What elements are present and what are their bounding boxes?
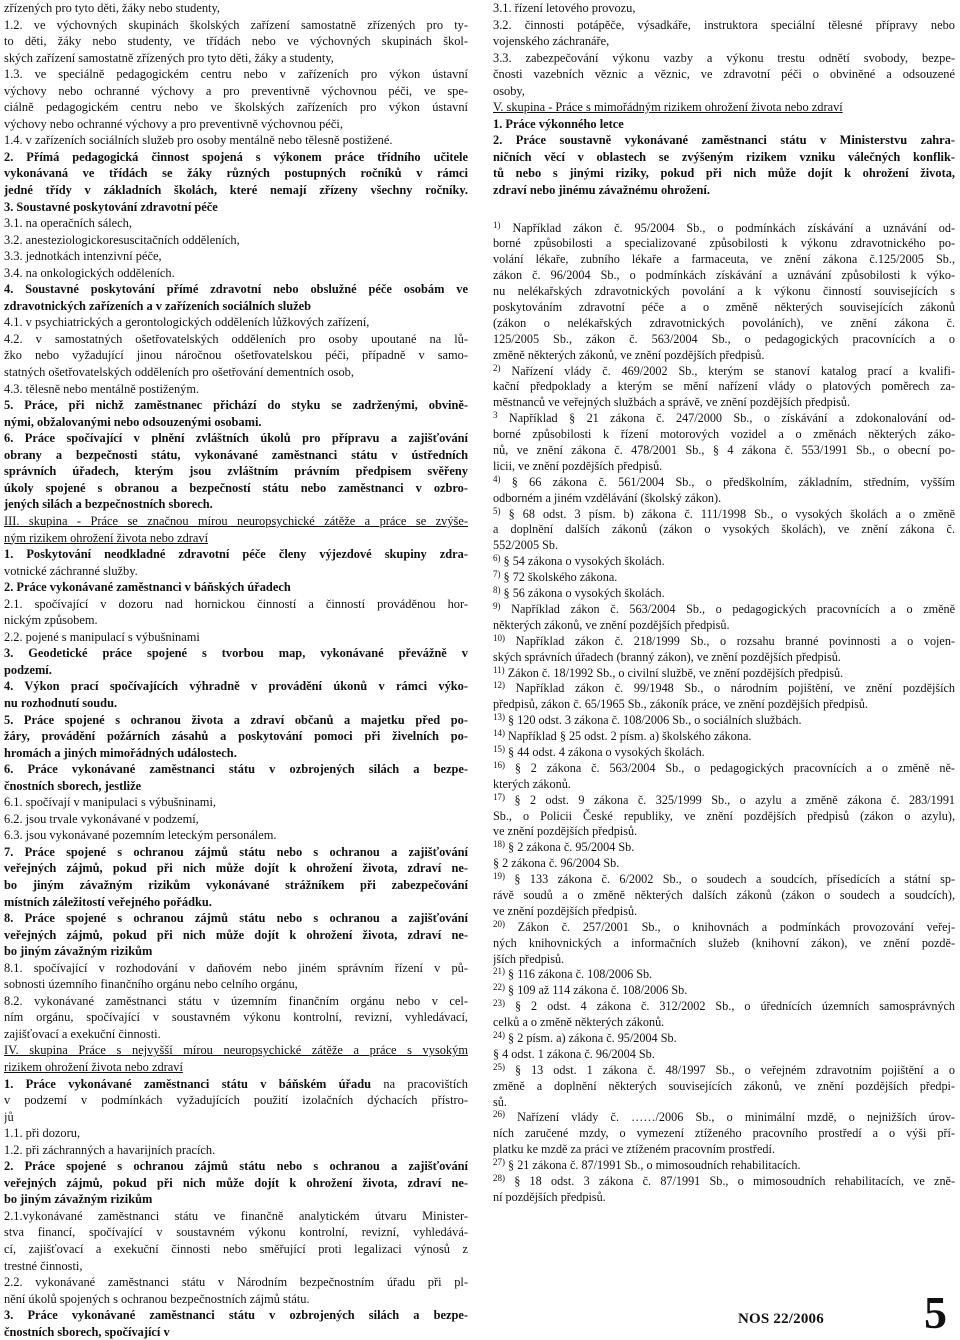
footnote-line: [493, 983, 955, 999]
text-line: 4.3. tělesně nebo mentálně postiženým.: [4, 381, 200, 396]
footnote-text: změně a doplnění některých souvisejících zákonů, ve znění pozdějších předpi-: [493, 1078, 955, 1093]
text-line: podzemí.: [4, 662, 52, 677]
footnote-text: rávě soudů a o změně některých dalších zákonů (zákon o soudech a soudcích),: [493, 887, 955, 902]
footnote-text: 552/2005 Sb.: [493, 538, 559, 553]
footnote-marker: 22): [493, 983, 505, 993]
footnote-line: [493, 316, 955, 332]
text-line: stva financí, spočívající v soustavném výkonu kontrolní, revizní, vyhledává-: [4, 1225, 468, 1240]
footnote-text: předpisů, zákon č. 65/1965 Sb., zákoník práce, ve znění pozdějších předpisů.: [493, 697, 868, 712]
footnote-marker: 15): [493, 744, 505, 754]
footnote-line: [493, 507, 955, 523]
footnote-text: ních zaručené mzdy, o vymezení ztíženého pracovního prostředí a o výši pří-: [493, 1126, 955, 1141]
footnote-text: borné způsobilosti k řízení motorových vozidel a o změnách některých záko-: [493, 427, 955, 442]
text-line: 1. Poskytování neodkladné zdravotní péče členy výjezdové skupiny zdra-: [4, 547, 468, 562]
text-line: 2.2. pojené s manipulací s výbušninami: [4, 629, 200, 644]
footnote-line: [493, 1190, 955, 1206]
text-line: ním orgánu, spočívající v soustavném výkonu kontrolní, revizní, vyhledávací,: [4, 1010, 468, 1025]
text-line: 8.2. vykonávané zaměstnanci státu v územním finančním orgánu nebo v cel-: [4, 993, 468, 1008]
footnote-text: § 2 zákona č. 96/2004 Sb.: [493, 856, 620, 871]
text-line: V. skupina - Práce s mimořádným rizikem ohrožení života nebo zdraví: [493, 100, 843, 115]
footnote-marker: 7): [493, 570, 501, 580]
text-line: to děti, žáky nebo studenty, ve třídách nebo ve výchovných skupinách škol-: [4, 34, 468, 49]
right-column-body: [493, 0, 955, 199]
text-line: nými, obžalovanými nebo odsouzenými osobami.: [4, 414, 262, 429]
text-line: výchovy nebo ochranné výchovy a pro preventivně výchovnou péči, ve spe-: [4, 83, 468, 98]
footnote-text: borné způsobilosti a specializované způsobilosti k výkonu zdravotnického po-: [493, 236, 955, 251]
footnote-marker: 11): [493, 665, 505, 675]
footnote-text: § 21 zákona č. 87/1991 Sb., o mimosoudních rehabilitacích.: [508, 1158, 801, 1173]
text-line: 3.1. na operačních sálech,: [4, 216, 132, 231]
text-line: 2. Přímá pedagogická činnost spojená s výkonem práce třídního učitele: [4, 149, 468, 164]
footnote-text: § 68 odst. 3 písm. b) zákona č. 111/1998 Sb., o vysokých školách a o změně: [508, 506, 955, 521]
text-line: nu rozhodnutí soudu.: [4, 695, 118, 710]
footnote-line: [493, 538, 955, 554]
footnote-line: [493, 618, 955, 634]
text-line: 3.3. zabezpečování výkonu vazby a výkonu trestu odnětí svobody, bezpe-: [493, 50, 955, 65]
footnote-marker: 12): [493, 681, 505, 691]
footnote-line: [493, 681, 955, 697]
text-line: vykonávaná ve třídách se žáky různých postupných ročníků v rámci: [4, 166, 468, 181]
footnote-text: zákon č. 96/2004 Sb., o podmínkách získávání a uznávání způsobilosti k výko-: [493, 268, 955, 283]
footnote-line: [493, 634, 955, 650]
text-line: hromách a jiných mimořádných událostech.: [4, 745, 237, 760]
text-line: ným rizikem ohrožení života nebo zdraví: [4, 530, 209, 545]
footnote-line: [493, 936, 955, 952]
footnote-text: Sb., o Policii České republiky, ve znění pozdějších předpisů (zákon o azylu),: [493, 808, 955, 823]
text-line: ských zařízení samostatně zřízených pro tyto děti, žáky a studenty,: [4, 50, 334, 65]
text-line: bo jiným závažným rizikům vykonávané strážníkem při zabezpečování: [4, 877, 468, 892]
text-line: 2.1. spočívající v dozoru nad hornickou činností a činností prováděnou hor-: [4, 596, 468, 611]
text-line: 6. Práce spočívající v plnění zvláštních úkolů pro přípravu a zajišťování: [4, 431, 468, 446]
footnote-line: [493, 824, 955, 840]
footnote-text: (zákon o nelékařských zdravotnických povoláních), ve znění zákona č.: [493, 315, 955, 330]
footnote-line: [493, 395, 955, 411]
text-line: výchovy nebo ochranné výchovy a pro preventivně výchovnou péči,: [4, 116, 343, 131]
text-line: místních záležitostí veřejného pořádku.: [4, 894, 212, 909]
footnote-text: nu nelékařských zdravotnických povolání a k výkonu činností souvisejících s: [493, 284, 955, 299]
footnote-marker: 13): [493, 713, 505, 723]
footnote-line: [493, 1095, 955, 1111]
footnote-line: [493, 443, 955, 459]
text-line: cí, zajišťovací a exekuční činnosti nebo směřující proti legalizaci výnosů z: [4, 1242, 468, 1257]
text-line: zdraví nebo jinému závažnému ohrožení.: [493, 183, 710, 198]
text-line: veřejných zájmů, pokud při nich může dojít k ohrožení života, zdraví ne-: [4, 1175, 468, 1190]
text-line: 1.2. ve výchovných skupinách školských zařízení samostatně zřízených pro ty-: [4, 17, 468, 32]
footnote-text: změně některých zákonů, ve znění pozdějších předpisů.: [493, 347, 765, 362]
footnote-text: platku ke mzdě za práci ve ztíženém pracovním prostředí.: [493, 1142, 775, 1157]
text-line: 3. Geodetické práce spojené s tvorbou map, vykonávané převážně v: [4, 646, 468, 661]
text-line: bo jiným závažným rizikům: [4, 1192, 153, 1207]
footnote-line: [493, 1142, 955, 1158]
footnote-text: Zákon č. 257/2001 Sb., o knihovnách a podmínkách provozování veřej-: [517, 919, 955, 934]
text-line: 3. Práce vykonávané zaměstnanci státu v ozbrojených silách a bezpe-: [4, 1308, 468, 1323]
text-line: čnostních sborech, jestliže: [4, 778, 142, 793]
text-line: žáry, provádění požárních zásahů a poskytování pomoci při živelních po-: [4, 729, 468, 744]
text-line: 8. Práce spojené s ochranou zájmů státu nebo s ochranou a zajišťování: [4, 911, 468, 926]
footnote-text: § 18 odst. 3 zákona č. 87/1991 Sb., o mimosoudních rehabilitacích, ve zně-: [514, 1174, 955, 1188]
footnote-text: Například zákon č. 99/1948 Sb., o národním pojištění, ve znění pozdějších: [515, 681, 955, 696]
footnote-text: nů, ve znění zákona č. 478/2001 Sb., § 4 zákona č. 553/1991 Sb., o obecní po-: [493, 443, 955, 458]
footnote-text: § 54 zákona o vysokých školách.: [503, 554, 665, 569]
footnote-marker: 23): [493, 999, 505, 1009]
footnote-text: volání lékaře, zubního lékaře a farmaceuta, ve znění zákona č.125/2005 Sb.,: [493, 252, 955, 267]
text-line: 2.1.vykonávané zaměstnanci státu ve finančně analytickém útvaru Minister-: [4, 1208, 468, 1223]
footnote-text: § 2 odst. 4 zákona č. 312/2002 Sb., o úřednících územních samosprávných: [514, 999, 955, 1014]
footnote-text: § 2 odst. 9 zákona č. 325/1999 Sb., o azylu a změně zákona č. 283/1991: [514, 792, 955, 807]
footnote-line: [493, 1063, 955, 1079]
footnote-line: [493, 1126, 955, 1142]
footnote-line: [493, 904, 955, 920]
footnote-line: [493, 666, 955, 682]
text-line: zdravotnických zařízeních a v zařízeních sociálních služeb: [4, 298, 311, 313]
footnote-text: odborném a jiném vzdělávání (školský zákon).: [493, 490, 722, 505]
text-line: 6.1. spočívají v manipulaci s výbušninami,: [4, 795, 216, 810]
text-line: zřízených pro tyto děti, žáky nebo studenty,: [4, 1, 220, 15]
footnote-text: Například § 21 zákona č. 247/2000 Sb., o získávání a zdokonalování od-: [508, 411, 955, 426]
footnote-line: [493, 379, 955, 395]
footnote-text: ných knihovnických a informačních služeb (knihovní zákon), ve znění pozdě-: [493, 935, 955, 950]
text-line: 1.3. ve speciálně pedagogickém centru nebo v zařízeních pro výkon ústavní: [4, 67, 468, 82]
page-number: 5: [924, 1287, 947, 1338]
text-line: jedné třídy v základních školách, které nemají zřízeny všechny ročníky.: [4, 183, 468, 198]
text-line: 3.2. anesteziologickoresuscitačních odděleních,: [4, 232, 240, 247]
footnote-line: [493, 236, 955, 252]
footnote-line: [493, 586, 955, 602]
text-line: v podzemí v podmínkách vyžadujících použití izolačních dýchacích přístro-: [4, 1093, 468, 1108]
footnote-marker: 19): [493, 872, 505, 882]
text-line: bo jiným závažným rizikům: [4, 944, 153, 959]
footnote-line: [493, 967, 955, 983]
footnotes-section: [493, 221, 955, 1206]
footnote-line: [493, 427, 955, 443]
text-line: jených silách a bezpečnostních sborech.: [4, 497, 213, 512]
footnote-line: [493, 221, 955, 237]
text-line: 1. Práce výkonného letce: [493, 116, 624, 131]
footnote-marker: 2): [493, 363, 501, 373]
footnote-line: [493, 1174, 955, 1190]
footnote-text: jších předpisů.: [493, 951, 565, 966]
footnote-line: [493, 332, 955, 348]
footnote-marker: 4): [493, 474, 501, 484]
footnote-text: ní pozdějších předpisů.: [493, 1189, 606, 1204]
issue-label: NOS 22/2006: [738, 1311, 824, 1327]
text-line: 1.1. při dozoru,: [4, 1126, 81, 1141]
text-line: votnické záchranné služby.: [4, 563, 138, 578]
footnote-text: a doplnění dalších zákonů (zákon o vysokých školách), ve znění zákona č.: [493, 522, 955, 537]
footnote-text: Například zákon č. 218/1999 Sb., o rozsahu branné povinnosti a o vojen-: [515, 633, 955, 648]
footnote-marker: 14): [493, 729, 505, 739]
text-line: III. skupina - Práce se značnou mírou neuropsychické zátěže a práce se zvýše-: [4, 513, 468, 528]
footnote-text: § 72 školského zákona.: [503, 570, 618, 585]
text-line: úkoly spojené s obranou a bezpečností státu nebo zaměstnanci v ozbro-: [4, 480, 468, 495]
footnote-marker: 18): [493, 840, 505, 850]
footnote-text: ských správních úřadech (branný zákon), ve znění pozdějších předpisů.: [493, 649, 841, 664]
footnote-text: § 2 písm. a) zákona č. 95/2004 Sb.: [508, 1030, 677, 1045]
footnote-text: 125/2005 Sb., zákon č. 563/2004 Sb., o pedagogických pracovnících a o: [493, 331, 955, 346]
footnote-text: § 109 až 114 zákona č. 108/2006 Sb.: [508, 983, 688, 998]
text-line: čnosti vazebních věznic a věznic, ve zdravotní péči o obviněné a odsouzené: [493, 67, 955, 82]
footnote-line: [493, 809, 955, 825]
footnote-text: § 4 odst. 1 zákona č. 96/2004 Sb.: [493, 1046, 655, 1061]
footnote-line: [493, 761, 955, 777]
text-line: ničních věcí v oblastech se zvýšeným rizikem vzniku válečných konflik-: [493, 149, 955, 164]
footnote-text: § 13 odst. 1 zákona č. 48/1997 Sb., o veřejném zdravotním pojištění a o: [515, 1062, 955, 1077]
footnote-text: Například zákon č. 563/2004 Sb., o pedagogických pracovnících a o změně: [511, 601, 955, 616]
footnote-text: § 120 odst. 3 zákona č. 108/2006 Sb., o sociálních službách.: [508, 713, 802, 728]
footnote-text: Například § 25 odst. 2 písm. a) školského zákona.: [508, 729, 752, 744]
footnote-marker: 3: [493, 411, 498, 421]
text-line: veřejných zájmů, pokud při nich může dojít k ohrožení života, zdraví ne-: [4, 927, 468, 942]
footnote-line: [493, 522, 955, 538]
footnote-line: [493, 999, 955, 1015]
footnote-marker: 28): [493, 1174, 505, 1183]
footnote-marker: 27): [493, 1158, 505, 1168]
footnote-text: § 66 zákona č. 561/2004 Sb., o předškolním, základním, středním, vyšším: [511, 474, 955, 489]
text-line: 8.1. spočívající v rozhodování v daňovém nebo jiném správním řízení v pů-: [4, 960, 468, 975]
footnote-marker: 5): [493, 506, 501, 516]
text-line: 3.3. jednotkách intenzivní péče,: [4, 249, 162, 264]
text-line: 4.2. v samostatných ošetřovatelských odděleních pro osoby upoutané na lů-: [4, 331, 468, 346]
footnote-line: [493, 1079, 955, 1095]
footnote-marker: 16): [493, 760, 505, 770]
footnote-line: [493, 300, 955, 316]
text-line: žko nebo vyžadující jinou náročnou ošetřovatelskou péči, případně v samo-: [4, 348, 468, 363]
text-line: veřejných zájmů, pokud při nich může dojít k ohrožení života, zdraví ne-: [4, 861, 468, 876]
footnote-marker: 6): [493, 554, 501, 564]
text-line: 3.1. řízení letového provozu,: [493, 1, 636, 15]
footnote-marker: 10): [493, 633, 505, 643]
text-line: 3. Soustavné poskytování zdravotní péče: [4, 199, 218, 214]
text-line: sobnosti územního finančního orgánu nebo celního orgánu,: [4, 977, 298, 992]
footnote-line: [493, 793, 955, 809]
text-line: jů: [4, 1109, 14, 1124]
footnote-line: [493, 475, 955, 491]
footnote-text: ve znění pozdějších předpisů.: [493, 903, 638, 918]
footnote-line: [493, 570, 955, 586]
footnote-line: [493, 1158, 955, 1174]
footnote-line: [493, 554, 955, 570]
text-line: 2.2. vykonávané zaměstnanci státu v Národním bezpečnostním úřadu při pl-: [4, 1275, 468, 1290]
text-line: ciálně pedagogickém centru nebo ve školských zařízeních pro výkon ústavní: [4, 100, 468, 115]
text-line: rizikem ohrožení života nebo zdraví: [4, 1060, 183, 1074]
footnote-text: Nařízení vlády č. 469/2002 Sb., kterým se stanoví katalog prací a kvalifi-: [511, 363, 955, 378]
footnote-text: § 2 zákona č. 563/2004 Sb., o pedagogických pracovnících a o změně ně-: [514, 760, 955, 775]
footnote-text: poskytováním zdravotní péče a o změně některých souvisejících zákonů: [493, 300, 955, 315]
footnote-marker: 8): [493, 586, 501, 596]
text-line: statných ošetřovatelských odděleních pro ošetřování dementních osob,: [4, 365, 354, 380]
footnote-marker: 24): [493, 1030, 505, 1040]
footnote-line: [493, 602, 955, 618]
footnote-line: [493, 1031, 955, 1047]
text-line: tů nebo s jinými riziky, pokud při nich může dojít k ohrožení života,: [493, 166, 955, 181]
footnote-text: Nařízení vlády č. ……/2006 Sb., o minimální mzdě, o nejnižších úrov-: [517, 1110, 955, 1125]
text-line: nění úkolů spojených s ochranou bezpečnostních zájmů státu.: [4, 1291, 310, 1306]
footnote-text: kterých zákonů.: [493, 776, 571, 791]
footnote-line: [493, 650, 955, 666]
text-line: 1. Práce vykonávané zaměstnanci státu v báňském úřadu na pracovištích: [4, 1076, 468, 1091]
footnote-text: kační předpoklady a kterým se mění nařízení vlády o platových poměrech za-: [493, 379, 955, 394]
footnote-line: [493, 840, 955, 856]
footnote-line: [493, 459, 955, 475]
footnote-marker: 25): [493, 1062, 505, 1072]
footnote-marker: 21): [493, 967, 505, 977]
text-line: čnostních sborech, spočívající v: [4, 1324, 170, 1339]
footnote-line: [493, 920, 955, 936]
footnote-text: § 2 zákona č. 95/2004 Sb.: [508, 840, 635, 855]
text-line: zajišťovací a exekuční činnosti.: [4, 1026, 161, 1041]
footnote-line: [493, 872, 955, 888]
text-line: 6. Práce vykonávané zaměstnanci státu v ozbrojených silách a bezpe-: [4, 762, 468, 777]
footnote-line: [493, 284, 955, 300]
footnote-text: městnanců ve veřejných službách a správě, ve znění pozdějších předpisů.: [493, 395, 851, 410]
footnote-text: licii, ve znění pozdějších předpisů.: [493, 458, 663, 473]
footnote-marker: 17): [493, 792, 505, 802]
footnote-text: některých zákonů, ve znění pozdějších předpisů.: [493, 617, 730, 632]
footnote-line: [493, 411, 955, 427]
footnote-line: [493, 729, 955, 745]
footnote-marker: 26): [493, 1110, 505, 1120]
footnote-line: [493, 952, 955, 968]
footnote-marker: 20): [493, 919, 505, 929]
text-line: obrany a bezpečnosti státu, vykonávané zaměstnanci státu v ústředních: [4, 447, 468, 462]
text-line: 3.2. činnosti potápěče, výsadkáře, instruktora speciální tělesné přípravy nebo: [493, 17, 955, 32]
text-line: 7. Práce spojené s ochranou zájmů státu nebo s ochranou a zajišťování: [4, 844, 468, 859]
text-line: 2. Práce spojené s ochranou zájmů státu nebo s ochranou a zajišťování: [4, 1159, 468, 1174]
text-line: 6.3. jsou vykonávané pozemním leteckým personálem.: [4, 828, 277, 843]
text-line: nickým způsobem.: [4, 613, 98, 628]
footnote-line: [493, 252, 955, 268]
footnote-line: [493, 491, 955, 507]
footnote-text: ve znění pozdějších předpisů.: [493, 824, 638, 839]
footnote-separator: [493, 199, 955, 221]
footnote-line: [493, 1047, 955, 1063]
footnote-line: [493, 697, 955, 713]
text-line: správních úřadech, kterým jsou zvláštním právním předpisem svěřeny: [4, 464, 468, 479]
footnote-text: § 44 odst. 4 zákona o vysokých školách.: [508, 744, 705, 759]
footnote-line: [493, 348, 955, 364]
text-line: 2. Práce soustavně vykonávané zaměstnanci státu v Ministerstvu zahra-: [493, 133, 955, 148]
text-line: 2. Práce vykonávané zaměstnanci v báňských úřadech: [4, 580, 291, 595]
text-line: trestné činnosti,: [4, 1258, 83, 1273]
footnote-line: [493, 713, 955, 729]
left-text-column: [4, 0, 468, 1340]
text-line: osoby,: [493, 83, 525, 98]
footnote-line: [493, 364, 955, 380]
footnote-line: [493, 888, 955, 904]
footnote-text: § 56 zákona o vysokých školách.: [503, 586, 665, 601]
footnote-line: [493, 1110, 955, 1126]
text-line: IV. skupina Práce s nejvyšší mírou neuropsychické zátěže a práce s vysokým: [4, 1043, 468, 1058]
footnote-line: [493, 777, 955, 793]
text-line: 4.1. v psychiatrických a gerontologických odděleních lůžkových zařízení,: [4, 315, 370, 330]
footnote-text: Například zákon č. 95/2004 Sb., o podmínkách získávání a uznávání od-: [512, 220, 955, 235]
footnote-text: § 116 zákona č. 108/2006 Sb.: [508, 967, 653, 982]
text-line: 6.2. jsou trvale vykonávané v podzemí,: [4, 811, 199, 826]
text-line: 1.4. v zařízeních sociálních služeb pro osoby mentálně nebo tělesně postižené.: [4, 133, 393, 148]
footnote-line: [493, 745, 955, 761]
text-line: 3.4. na onkologických odděleních.: [4, 265, 175, 280]
right-text-column: [493, 0, 955, 1206]
footnote-text: sů.: [493, 1094, 507, 1109]
text-line: vojenského záchranáře,: [493, 34, 610, 49]
footnote-text: Zákon č. 18/1992 Sb., o civilní službě, ve znění pozdějších předpisů.: [507, 665, 844, 680]
footnote-marker: 9): [493, 601, 501, 611]
text-line: 1.2. při záchranných a havarijních pracích.: [4, 1142, 216, 1157]
text-line: 4. Soustavné poskytování přímé zdravotní nebo obslužné péče osobám ve: [4, 282, 468, 297]
footnote-text: celků a o změně některých zákonů.: [493, 1015, 665, 1030]
footnote-text: § 133 zákona č. 6/2002 Sb., o soudech a soudcích, přísedících a státní sp-: [514, 872, 955, 887]
footnote-line: [493, 268, 955, 284]
text-line: 4. Výkon prací spočívajících výhradně v provádění úkonů v rámci výko-: [4, 679, 468, 694]
footnote-line: [493, 856, 955, 872]
footnote-marker: 1): [493, 220, 501, 230]
text-line: 5. Práce, při nichž zaměstnanec přichází do styku se zadrženými, obvině-: [4, 398, 468, 413]
text-line: 5. Práce spojené s ochranou života a zdraví občanů a majetku před po-: [4, 712, 468, 727]
footnote-line: [493, 1015, 955, 1031]
